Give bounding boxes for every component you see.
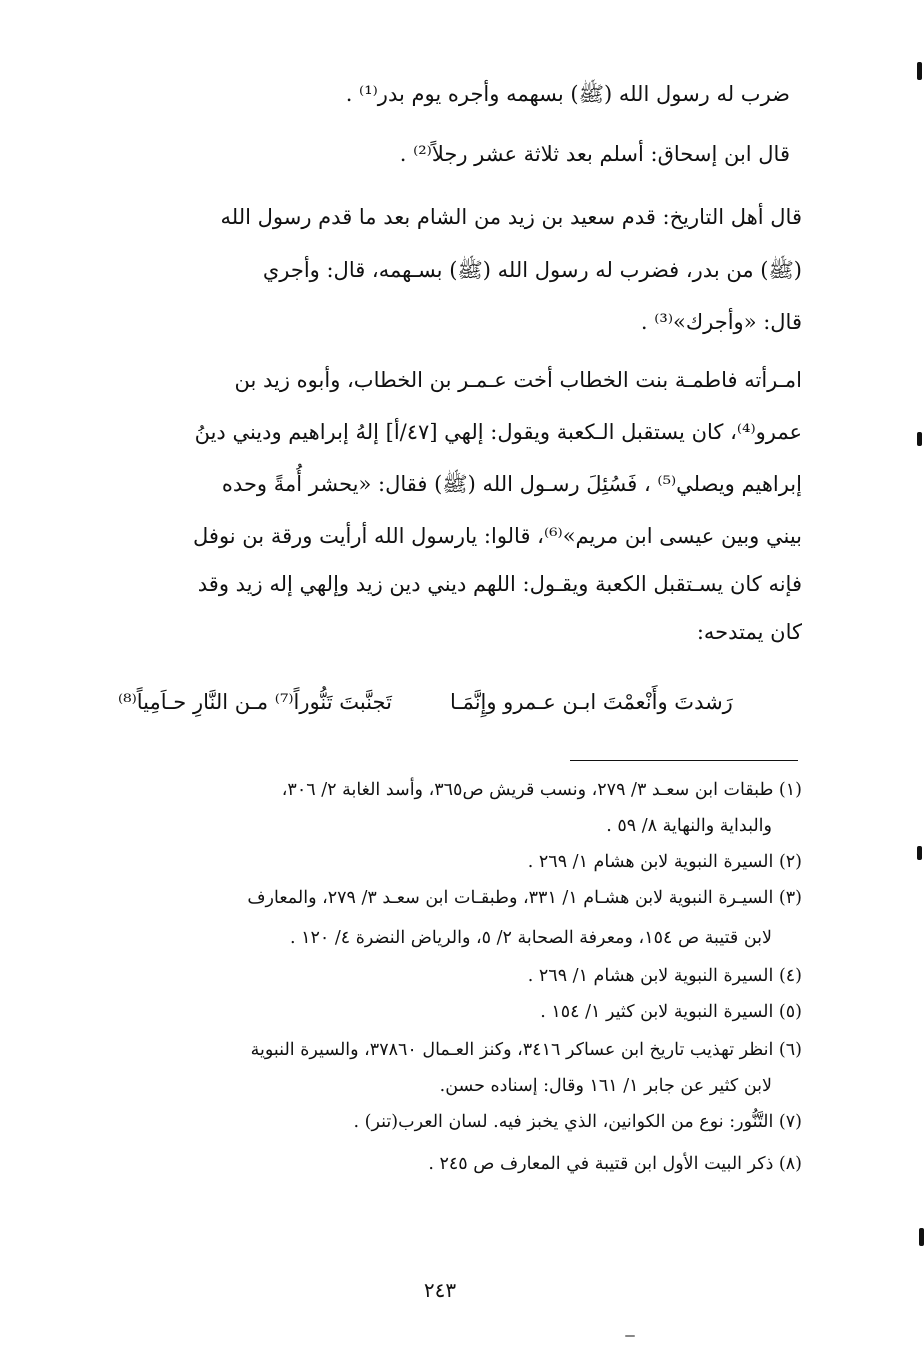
scan-edge-mark — [917, 432, 922, 446]
scan-edge-mark — [917, 62, 922, 80]
scan-edge-mark — [917, 846, 922, 860]
footnote-line-1-cont: والبداية والنهاية ٨/ ٥٩ . — [606, 816, 772, 836]
footnote-line-3: (٣) السيـرة النبوية لابن هشـام ١/ ٣٣١، وطبقـات ابن سعـد ٣/ ٢٧٩، والمعارف — [247, 888, 802, 908]
footnote-line-8: (٨) ذكر البيت الأول ابن قتيبة في المعارف ص ٢٤٥ . — [428, 1154, 802, 1174]
body-line-2: قال ابن إسحاق: أسلم بعد ثلاثة عشر رجلاً⁽²⁾ . — [399, 142, 790, 166]
footnote-line-7: (٧) التَّنُّور: نوع من الكوانين، الذي يخبز فيه. لسان العرب(تنر) . — [353, 1112, 802, 1132]
body-line-8: إبراهيم ويصلي⁽⁵⁾ ، فَسُئِلَ رسـول الله (ﷺ) فقال: «يحشر أُمةً وحده — [221, 472, 802, 496]
body-line-6: امـرأته فاطمـة بنت الخطاب أخت عـمـر بن الخطاب، وأبوه زيد بن — [234, 368, 802, 392]
verse-second-hemistich: تَجنَّبتَ تَنُّوراً⁽⁷⁾ مـن النَّارِ حـاَمِياً⁽⁸⁾ — [118, 690, 392, 714]
footnote-line-2: (٢) السيرة النبوية لابن هشام ١/ ٢٦٩ . — [527, 852, 802, 872]
footnote-line-3-cont: لابن قتيبة ص ١٥٤، ومعرفة الصحابة ٢/ ٥، والرياض النضرة ٤/ ١٢٠ . — [289, 928, 772, 948]
footnote-separator — [570, 760, 798, 761]
body-line-7: عمرو⁽⁴⁾، كان يستقبل الـكعبة ويقول: إلهي [٤٧/أ] إلهُ إبراهيم وديني دينُ — [194, 420, 802, 444]
body-line-1: ضرب له رسول الله (ﷺ) بسهمه وأجره يوم بدر⁽¹⁾ . — [345, 82, 790, 106]
footnote-line-4: (٤) السيرة النبوية لابن هشام ١/ ٢٦٩ . — [527, 966, 802, 986]
scan-edge-mark — [919, 1228, 924, 1246]
footnote-line-6: (٦) انظر تهذيب تاريخ ابن عساكر ٣٤١٦، وكنز العـمال ٣٧٨٦٠، والسيرة النبوية — [250, 1040, 802, 1060]
body-line-11: كان يمتدحه: — [696, 620, 802, 644]
page-number: ٢٤٣ — [423, 1278, 457, 1302]
body-line-10: فإنه كان يسـتقبل الكعبة ويقـول: اللهم ديني دين زيد وإلهي إله زيد وقد — [197, 572, 802, 596]
scan-speck — [625, 1335, 635, 1337]
body-line-5: قال: «وأجرك»⁽³⁾ . — [640, 310, 802, 334]
body-line-9: بيني وبين عيسى ابن مريم»⁽⁶⁾، قالوا: يارسول الله أرأيت ورقة بن نوفل — [193, 524, 802, 548]
footnote-line-5: (٥) السيرة النبوية لابن كثير ١/ ١٥٤ . — [540, 1002, 802, 1022]
verse-first-hemistich: رَشدتَ وأَنْعمْتَ ابـن عـمرو وإِنَّمَـا — [450, 690, 733, 714]
body-line-4: (ﷺ) من بدر، فضرب له رسول الله (ﷺ) بسـهمه، قال: وأجري — [262, 258, 802, 282]
body-line-3: قال أهل التاريخ: قدم سعيد بن زيد من الشام بعد ما قدم رسول الله — [220, 205, 802, 229]
footnote-line-6-cont: لابن كثير عن جابر ١/ ١٦١ وقال: إسناده حسن. — [439, 1076, 772, 1096]
footnote-line-1: (١) طبقات ابن سعـد ٣/ ٢٧٩، ونسب قريش ص٣٦٥، وأسد الغابة ٢/ ٣٠٦، — [281, 780, 802, 800]
